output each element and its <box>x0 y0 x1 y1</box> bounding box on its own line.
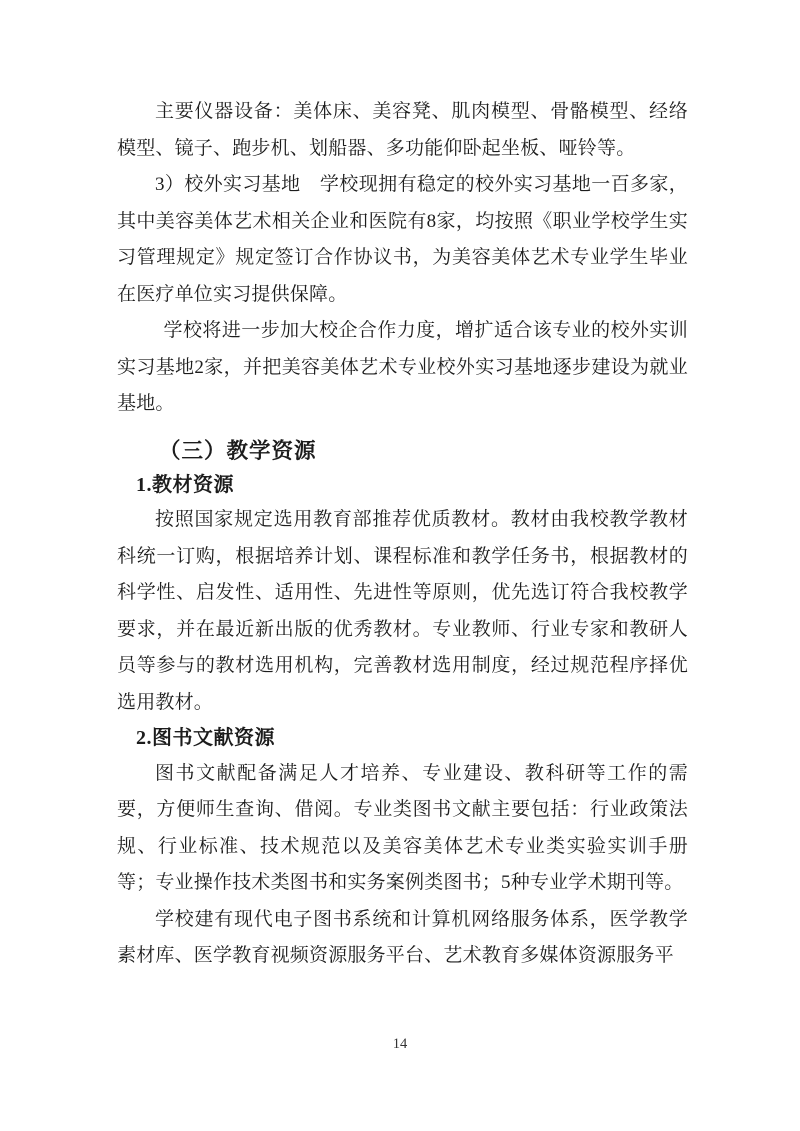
paragraph-expansion: 学校将进一步加大校企合作力度，增扩适合该专业的校外实训实习基地2家，并把美容美体艺术专业校外实习基地逐步建设为就业基地。 <box>117 320 688 414</box>
subsection-heading-library-resources: 2.图书文献资源 <box>136 727 275 749</box>
document-body <box>117 94 688 975</box>
paragraph-ebook-system: 学校建有现代电子图书系统和计算机网络服务体系，医学教学素材库、医学教育视频资源服务平台、艺术教育多媒体资源服务平 <box>117 908 688 966</box>
paragraph-library-resources: 图书文献配备满足人才培养、专业建设、教科研等工作的需要，方便师生查询、借阅。专业类图书文献主要包括：行业政策法规、行业标准、技术规范以及美容美体艺术专业类实验实训手册等；专业操作技术类图书和实务案例类图书；5种专业学术期刊等。 <box>117 762 688 893</box>
paragraph-equipment: 主要仪器设备：美体床、美容凳、肌肉模型、骨骼模型、经络模型、镜子、跑步机、划船器、多功能仰卧起坐板、哑铃等。 <box>117 101 688 159</box>
paragraph-offcampus-base: 3）校外实习基地 学校现拥有稳定的校外实习基地一百多家，其中美容美体艺术相关企业和医院有8家，均按照《职业学校学生实习管理规定》规定签订合作协议书，为美容美体艺术专业学生毕业在医疗单位实习提供保障。 <box>117 174 688 305</box>
page-number: 14 <box>392 1036 408 1052</box>
section-heading-teaching-resources: （三）教学资源 <box>159 438 317 463</box>
paragraph-textbook-resources: 按照国家规定选用教育部推荐优质教材。教材由我校教学教材科统一订购，根据培养计划、课程标准和教学任务书，根据教材的科学性、启发性、适用性、先进性等原则，优先选订符合我校教学要求，并在最近新出版的优秀教材。专业教师、行业专家和教研人员等参与的教材选用机构，完善教材选用制度，经过规范程序择优选用教材。 <box>117 509 688 713</box>
subsection-heading-textbook-resources: 1.教材资源 <box>136 473 234 496</box>
